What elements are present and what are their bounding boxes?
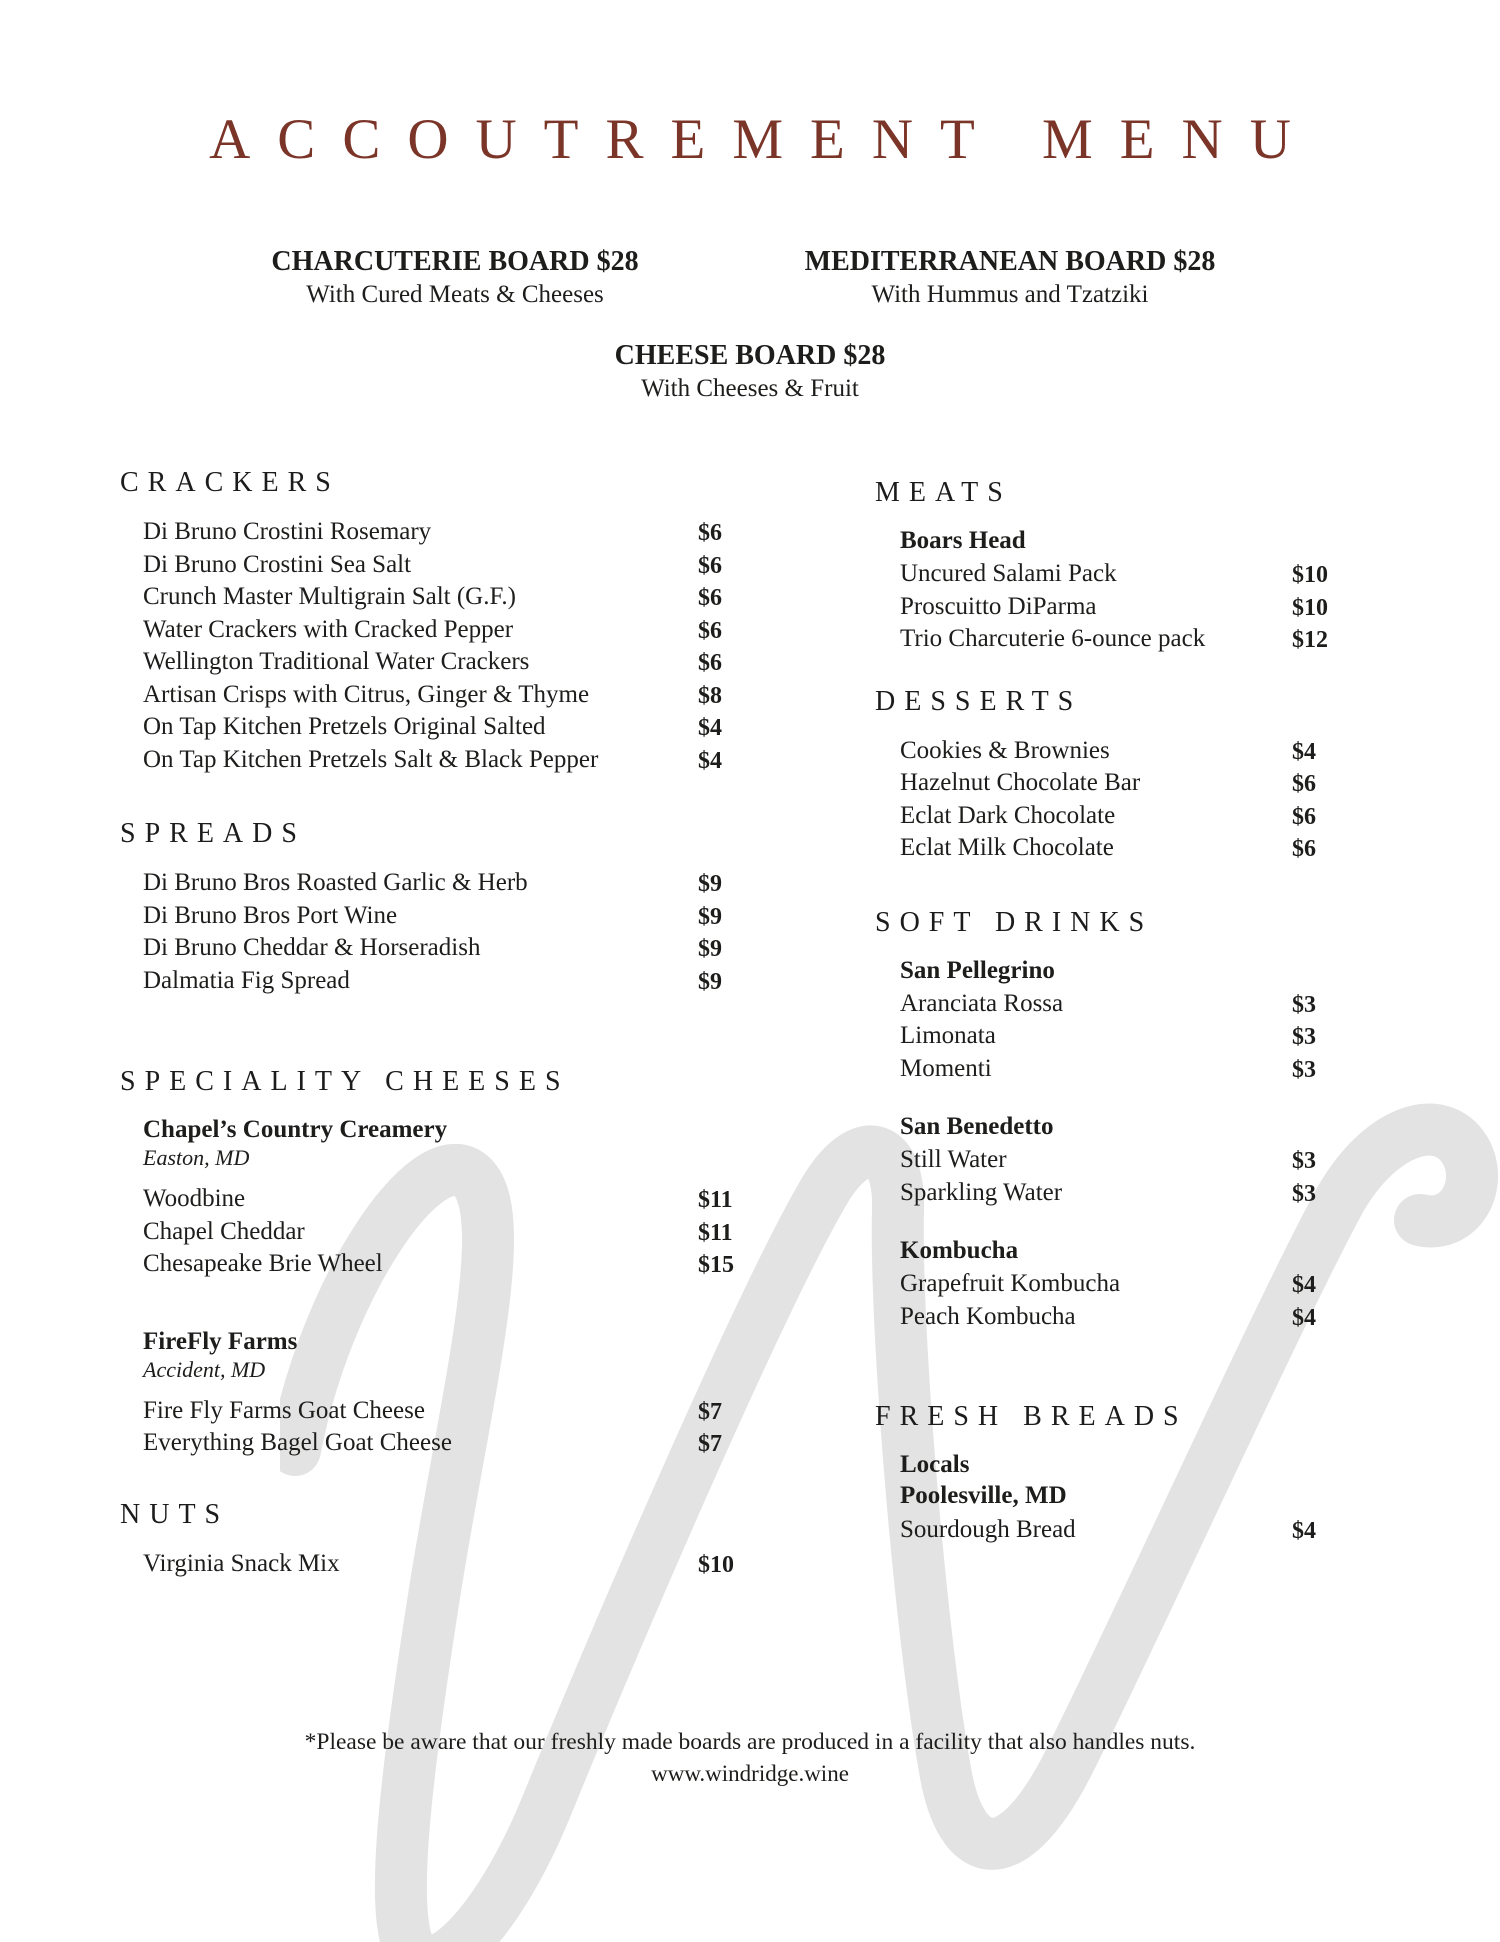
board-subtitle: With Cured Meats & Cheeses bbox=[306, 281, 604, 308]
menu-group bbox=[120, 867, 768, 997]
item-price: $6 bbox=[1292, 771, 1316, 797]
menu-group bbox=[875, 735, 1353, 865]
menu-item bbox=[120, 646, 768, 679]
producer-name: Locals bbox=[900, 1451, 970, 1478]
producer-name: Kombucha bbox=[900, 1237, 1019, 1264]
item-price: $9 bbox=[698, 871, 722, 897]
item-price: $7 bbox=[698, 1431, 722, 1457]
item-price: $4 bbox=[698, 747, 722, 774]
item-price: $4 bbox=[698, 715, 722, 741]
item-price: $7 bbox=[698, 1398, 722, 1425]
section-header: SPECIALITY CHEESES bbox=[120, 1066, 570, 1097]
section-header: NUTS bbox=[120, 1498, 230, 1530]
item-name: Dalmatia Fig Spread bbox=[143, 966, 350, 994]
item-price: $6 bbox=[698, 585, 722, 611]
page-title: ACCOUTREMENT MENU bbox=[209, 108, 1318, 171]
menu-group bbox=[875, 526, 1353, 656]
menu-group bbox=[120, 1115, 768, 1281]
item-name: Fire Fly Farms Goat Cheese bbox=[143, 1396, 425, 1424]
menu-column-left bbox=[120, 468, 768, 1580]
menu-item bbox=[875, 1144, 1353, 1177]
menu-item bbox=[875, 1301, 1353, 1334]
menu-group bbox=[120, 1548, 768, 1581]
menu-group bbox=[120, 516, 768, 776]
item-price: $9 bbox=[698, 936, 722, 962]
menu-item bbox=[120, 1216, 768, 1249]
menu-item bbox=[875, 767, 1353, 800]
item-price: $4 bbox=[1292, 738, 1316, 765]
item-name: Di Bruno Crostini Rosemary bbox=[143, 518, 432, 545]
item-name: Sourdough Bread bbox=[900, 1516, 1076, 1543]
item-name: Crunch Master Multigrain Salt (G.F.) bbox=[143, 583, 516, 610]
section-header: SOFT DRINKS bbox=[875, 906, 1154, 938]
section-header: SPREADS bbox=[120, 818, 306, 849]
item-price: $4 bbox=[1292, 1304, 1316, 1331]
item-list bbox=[875, 1144, 1353, 1209]
producer-location: Easton, MD bbox=[143, 1145, 250, 1170]
producer-name: Boars Head bbox=[900, 527, 1026, 554]
menu-section-meats bbox=[875, 478, 1353, 656]
menu-section-speciality-cheeses bbox=[120, 1067, 768, 1460]
menu-item bbox=[120, 1183, 768, 1216]
item-name: Proscuitto DiParma bbox=[900, 592, 1097, 620]
menu-item bbox=[120, 711, 768, 744]
item-price: $6 bbox=[698, 520, 722, 546]
item-price: $10 bbox=[698, 1551, 734, 1578]
menu-item bbox=[875, 1268, 1353, 1301]
item-list bbox=[875, 1268, 1353, 1333]
menu-group bbox=[875, 1236, 1353, 1333]
item-name: Chapel Cheddar bbox=[143, 1217, 305, 1245]
item-price: $4 bbox=[1292, 1518, 1316, 1544]
menu-column-right bbox=[875, 468, 1353, 1547]
board-subtitle: With Hummus and Tzatziki bbox=[871, 281, 1149, 308]
menu-item bbox=[120, 965, 768, 998]
item-list bbox=[120, 1183, 768, 1281]
board-subtitle: With Cheeses & Fruit bbox=[641, 375, 859, 402]
menu-group bbox=[875, 956, 1353, 1086]
menu-group bbox=[120, 1327, 768, 1460]
menu-section-desserts bbox=[875, 687, 1353, 865]
menu-item bbox=[875, 623, 1353, 656]
item-name: On Tap Kitchen Pretzels Original Salted bbox=[143, 713, 546, 740]
item-name: Still Water bbox=[900, 1146, 1007, 1173]
producer-name: FireFly Farms bbox=[143, 1327, 298, 1355]
section-header: FRESH BREADS bbox=[875, 1401, 1188, 1432]
item-name: Grapefruit Kombucha bbox=[900, 1270, 1121, 1297]
item-price: $6 bbox=[1292, 803, 1316, 830]
item-name: Cookies & Brownies bbox=[900, 736, 1110, 764]
item-name: Water Crackers with Cracked Pepper bbox=[143, 615, 514, 643]
board-name: MEDITERRANEAN BOARD $28 bbox=[804, 246, 1216, 277]
menu-item bbox=[875, 1020, 1353, 1053]
menu-item bbox=[120, 614, 768, 647]
item-list bbox=[120, 1395, 768, 1460]
menu-item bbox=[120, 1395, 768, 1428]
menu-section-fresh-breads bbox=[875, 1402, 1353, 1547]
menu-section-soft-drinks bbox=[875, 908, 1353, 1334]
item-price: $9 bbox=[698, 903, 722, 930]
menu-item bbox=[875, 1177, 1353, 1210]
item-price: $3 bbox=[1292, 1056, 1316, 1083]
item-price: $8 bbox=[698, 682, 722, 709]
section-header: CRACKERS bbox=[120, 467, 340, 498]
item-list bbox=[875, 735, 1353, 865]
item-price: $11 bbox=[698, 1187, 733, 1213]
menu-item bbox=[120, 1248, 768, 1281]
menu-item bbox=[120, 744, 768, 777]
menu-item bbox=[120, 932, 768, 965]
menu-item bbox=[120, 679, 768, 712]
board-charcuterie bbox=[180, 246, 730, 310]
item-name: Chesapeake Brie Wheel bbox=[143, 1250, 383, 1277]
item-price: $11 bbox=[698, 1219, 733, 1246]
item-name: Artisan Crisps with Citrus, Ginger & Thyme bbox=[143, 680, 590, 708]
item-price: $6 bbox=[1292, 836, 1316, 862]
item-list bbox=[120, 867, 768, 997]
item-list bbox=[875, 558, 1353, 656]
menu-item bbox=[875, 558, 1353, 591]
item-name: Virginia Snack Mix bbox=[143, 1549, 340, 1577]
item-price: $10 bbox=[1292, 594, 1328, 621]
producer-location: Accident, MD bbox=[143, 1356, 266, 1382]
board-cheese bbox=[0, 340, 1500, 404]
item-name: Eclat Dark Chocolate bbox=[900, 801, 1116, 829]
item-name: Trio Charcuterie 6-ounce pack bbox=[900, 625, 1206, 652]
item-price: $12 bbox=[1292, 627, 1328, 653]
item-name: Sparkling Water bbox=[900, 1178, 1063, 1206]
item-name: Aranciata Rossa bbox=[900, 989, 1064, 1017]
menu-item bbox=[875, 988, 1353, 1021]
item-list bbox=[120, 516, 768, 776]
item-list bbox=[120, 1548, 768, 1581]
item-name: Limonata bbox=[900, 1022, 996, 1049]
item-name: Di Bruno Cheddar & Horseradish bbox=[143, 934, 481, 961]
item-name: On Tap Kitchen Pretzels Salt & Black Pepper bbox=[143, 745, 599, 773]
menu-section-crackers bbox=[120, 468, 768, 776]
menu-item bbox=[120, 516, 768, 549]
menu-group bbox=[875, 1450, 1353, 1547]
item-list bbox=[875, 1514, 1353, 1547]
board-name: CHARCUTERIE BOARD $28 bbox=[271, 246, 639, 277]
item-name: Everything Bagel Goat Cheese bbox=[143, 1429, 452, 1456]
item-price: $6 bbox=[698, 617, 722, 644]
item-name: Wellington Traditional Water Crackers bbox=[143, 648, 530, 675]
item-name: Eclat Milk Chocolate bbox=[900, 834, 1114, 861]
item-price: $3 bbox=[1292, 991, 1316, 1018]
item-price: $15 bbox=[698, 1252, 734, 1278]
menu-item bbox=[120, 1427, 768, 1460]
menu-item bbox=[875, 800, 1353, 833]
item-price: $6 bbox=[698, 552, 722, 579]
producer-name: San Benedetto bbox=[900, 1113, 1054, 1140]
item-price: $3 bbox=[1292, 1024, 1316, 1050]
item-name: Di Bruno Bros Port Wine bbox=[143, 901, 398, 929]
menu-item bbox=[875, 1514, 1353, 1547]
item-name: Uncured Salami Pack bbox=[900, 560, 1117, 587]
board-mediterranean bbox=[760, 246, 1260, 310]
item-price: $10 bbox=[1292, 562, 1328, 588]
menu-group bbox=[875, 1112, 1353, 1209]
menu-item bbox=[120, 900, 768, 933]
menu-item bbox=[120, 1548, 768, 1581]
item-name: Woodbine bbox=[143, 1185, 246, 1212]
item-price: $4 bbox=[1292, 1272, 1316, 1298]
item-list bbox=[875, 988, 1353, 1086]
menu-item bbox=[875, 832, 1353, 865]
menu-item bbox=[120, 867, 768, 900]
menu-item bbox=[875, 1053, 1353, 1086]
menu-item bbox=[120, 549, 768, 582]
item-price: $6 bbox=[698, 650, 722, 676]
section-header: MEATS bbox=[875, 477, 1012, 508]
producer-location-bold: Poolesville, MD bbox=[900, 1482, 1067, 1509]
menu-item bbox=[875, 591, 1353, 624]
item-price: $3 bbox=[1292, 1180, 1316, 1207]
section-header: DESSERTS bbox=[875, 685, 1083, 717]
footer bbox=[0, 1726, 1500, 1790]
item-name: Hazelnut Chocolate Bar bbox=[900, 769, 1141, 796]
menu-item bbox=[875, 735, 1353, 768]
item-name: Di Bruno Bros Roasted Garlic & Herb bbox=[143, 869, 528, 896]
menu-section-spreads bbox=[120, 819, 768, 997]
menu-section-nuts bbox=[120, 1500, 768, 1581]
item-name: Peach Kombucha bbox=[900, 1302, 1076, 1330]
website-url: www.windridge.wine bbox=[651, 1761, 849, 1786]
item-name: Momenti bbox=[900, 1054, 992, 1082]
item-price: $3 bbox=[1292, 1148, 1316, 1174]
menu-item bbox=[120, 581, 768, 614]
producer-name: San Pellegrino bbox=[900, 956, 1055, 984]
board-name: CHEESE BOARD $28 bbox=[614, 340, 886, 371]
item-price: $9 bbox=[698, 968, 722, 995]
item-name: Di Bruno Crostini Sea Salt bbox=[143, 550, 412, 578]
allergy-note: *Please be aware that our freshly made boards are produced in a facility that also handles nuts. bbox=[304, 1729, 1196, 1755]
producer-name: Chapel’s Country Creamery bbox=[143, 1116, 448, 1143]
